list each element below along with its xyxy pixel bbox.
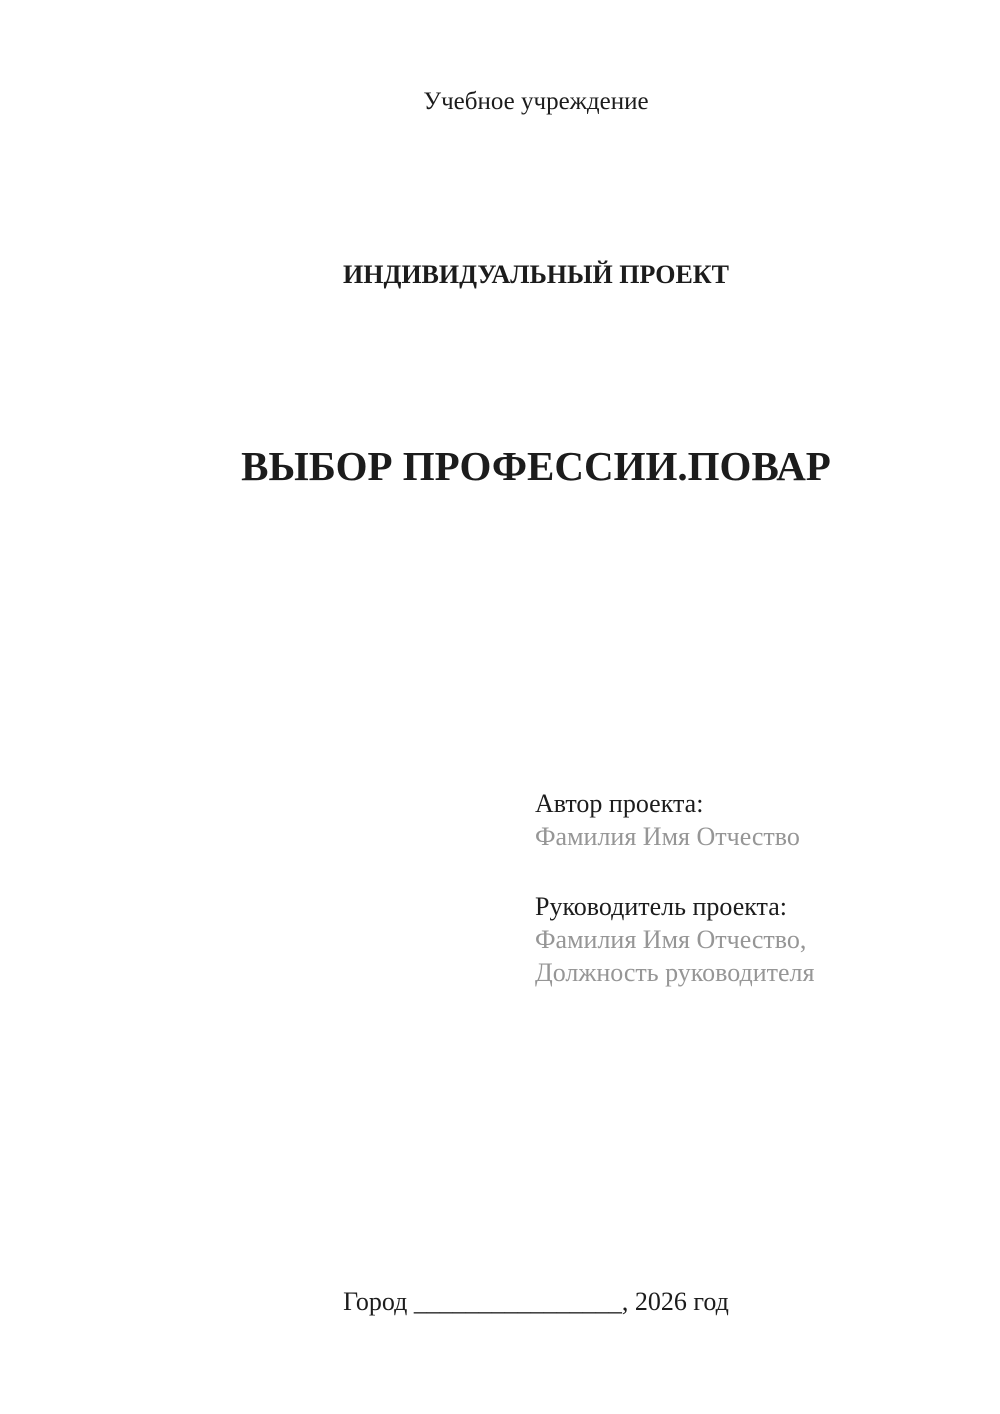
city-blank: ________________ <box>413 1287 622 1316</box>
author-group <box>535 787 814 853</box>
author-name-placeholder: Фамилия Имя Отчество <box>535 822 800 851</box>
footer-line <box>143 1285 929 1319</box>
supervisor-label: Руководитель проекта: <box>535 892 788 921</box>
organization-name: Учебное учреждение <box>423 88 649 115</box>
supervisor-position-placeholder: Должность руководителя <box>535 958 815 987</box>
year-text: , 2026 год <box>621 1287 729 1316</box>
author-label: Автор проекта: <box>535 789 704 818</box>
supervisor-name-placeholder: Фамилия Имя Отчество, <box>535 925 807 954</box>
project-title: ВЫБОР ПРОФЕССИИ.ПОВАР <box>241 443 831 489</box>
supervisor-group <box>535 890 814 989</box>
project-type-heading: ИНДИВИДУАЛЬНЫЙ ПРОЕКТ <box>343 260 729 289</box>
city-label: Город <box>343 1287 414 1316</box>
credits-block <box>535 787 814 989</box>
